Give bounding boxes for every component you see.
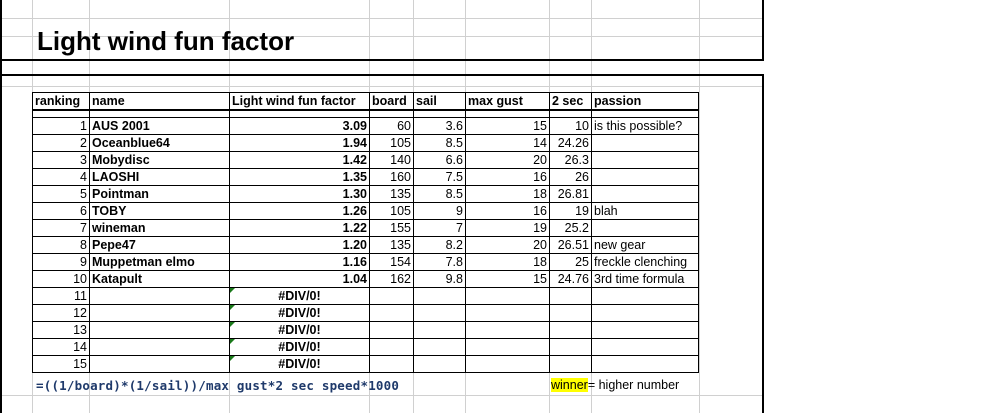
- cell-name-value: LAOSHI: [92, 170, 140, 184]
- cell-2-sec-value: 26.51: [557, 238, 589, 252]
- cell-board[interactable]: [370, 203, 414, 220]
- cell-board[interactable]: [370, 322, 414, 339]
- cell-name[interactable]: [90, 118, 230, 135]
- cell-name[interactable]: [90, 237, 230, 254]
- cell-passion-value: freckle clenching: [594, 255, 688, 269]
- cell-factor[interactable]: [230, 322, 370, 339]
- cell-factor-value: 1.22: [342, 221, 367, 235]
- cell-sail[interactable]: [414, 220, 466, 237]
- cell-sail[interactable]: [414, 186, 466, 203]
- cell-factor-value: 1.20: [342, 238, 367, 252]
- cell-ranking-value: 5: [80, 187, 87, 201]
- cell-passion[interactable]: [592, 118, 699, 135]
- cell-passion-value: new gear: [594, 238, 646, 252]
- cell-factor[interactable]: [230, 169, 370, 186]
- cell-passion[interactable]: [592, 220, 699, 237]
- cell-max-gust[interactable]: [466, 356, 550, 373]
- spacer-cell[interactable]: [370, 110, 414, 118]
- cell-sail-value: 8.5: [445, 136, 463, 150]
- cell-factor[interactable]: [230, 152, 370, 169]
- cell-board[interactable]: [370, 186, 414, 203]
- cell-factor-value: #DIV/0!: [278, 357, 321, 371]
- gridline: [699, 0, 700, 413]
- cell-sail[interactable]: [414, 203, 466, 220]
- cell-name[interactable]: [90, 254, 230, 271]
- spacer-cell[interactable]: [414, 110, 466, 118]
- cell-passion[interactable]: [592, 288, 699, 305]
- cell-passion[interactable]: [592, 356, 699, 373]
- cell-2-sec[interactable]: [550, 118, 592, 135]
- cell-2-sec[interactable]: [550, 288, 592, 305]
- cell-board[interactable]: [370, 288, 414, 305]
- cell-ranking[interactable]: [33, 169, 90, 186]
- cell-sail-value: 3.6: [445, 119, 463, 133]
- cell-max-gust[interactable]: [466, 118, 550, 135]
- cell-ranking[interactable]: [33, 186, 90, 203]
- cell-2-sec[interactable]: [550, 135, 592, 152]
- gridline: [0, 86, 764, 87]
- cell-ranking[interactable]: [33, 271, 90, 288]
- cell-sail-value: 7: [456, 221, 463, 235]
- cell-2-sec[interactable]: [550, 339, 592, 356]
- cell-board-value: 154: [390, 255, 411, 269]
- cell-max-gust[interactable]: [466, 271, 550, 288]
- cell-ranking-value: 15: [73, 357, 87, 371]
- cell-factor[interactable]: [230, 271, 370, 288]
- cell-name[interactable]: [90, 220, 230, 237]
- formula-note: =((1/board)*(1/sail))/max gust*2 sec speed*1000: [36, 378, 400, 393]
- table-row: [33, 339, 699, 356]
- spacer-cell[interactable]: [33, 110, 90, 118]
- cell-sail[interactable]: [414, 271, 466, 288]
- cell-board[interactable]: [370, 339, 414, 356]
- cell-passion-value: is this possible?: [594, 119, 683, 133]
- cell-name[interactable]: [90, 271, 230, 288]
- cell-factor[interactable]: [230, 356, 370, 373]
- spacer-cell[interactable]: [230, 110, 370, 118]
- spacer-cell[interactable]: [90, 110, 230, 118]
- cell-max-gust[interactable]: [466, 135, 550, 152]
- cell-2-sec[interactable]: [550, 356, 592, 373]
- cell-sail[interactable]: [414, 288, 466, 305]
- cell-2-sec[interactable]: [550, 203, 592, 220]
- cell-max-gust-value: 16: [533, 170, 547, 184]
- cell-ranking-value: 6: [80, 204, 87, 218]
- cell-name[interactable]: [90, 135, 230, 152]
- spacer-row: [33, 110, 699, 118]
- cell-factor[interactable]: [230, 118, 370, 135]
- header-2-sec[interactable]: 2 sec: [550, 93, 592, 111]
- cell-passion[interactable]: [592, 271, 699, 288]
- cell-ranking-value: 9: [80, 255, 87, 269]
- cell-sail[interactable]: [414, 322, 466, 339]
- frame-border-right: [762, 74, 764, 413]
- cell-name[interactable]: [90, 169, 230, 186]
- cell-max-gust[interactable]: [466, 203, 550, 220]
- cell-2-sec[interactable]: [550, 305, 592, 322]
- table-row: [33, 118, 699, 135]
- cell-factor[interactable]: [230, 254, 370, 271]
- cell-board-value: 162: [390, 272, 411, 286]
- cell-name-value: wineman: [92, 221, 146, 235]
- cell-name-value: Mobydisc: [92, 153, 150, 167]
- cell-2-sec[interactable]: [550, 220, 592, 237]
- gridline: [0, 395, 764, 396]
- cell-max-gust[interactable]: [466, 339, 550, 356]
- cell-passion[interactable]: [592, 237, 699, 254]
- table-row: [33, 288, 699, 305]
- cell-board[interactable]: [370, 135, 414, 152]
- cell-ranking-value: 13: [73, 323, 87, 337]
- cell-ranking-value: 11: [74, 289, 87, 303]
- table-row: [33, 169, 699, 186]
- table-row: [33, 322, 699, 339]
- cell-passion[interactable]: [592, 169, 699, 186]
- cell-board[interactable]: [370, 356, 414, 373]
- table-row: [33, 135, 699, 152]
- winner-highlight: winner: [551, 378, 588, 392]
- cell-name-value: Pepe47: [92, 238, 136, 252]
- cell-ranking[interactable]: [33, 288, 90, 305]
- frame-border-left: [0, 0, 2, 413]
- cell-factor-value: #DIV/0!: [278, 289, 321, 303]
- cell-sail[interactable]: [414, 356, 466, 373]
- cell-max-gust[interactable]: [466, 254, 550, 271]
- cell-2-sec-value: 26.3: [564, 153, 589, 167]
- cell-sail[interactable]: [414, 135, 466, 152]
- cell-sail-value: 9: [456, 204, 463, 218]
- error-indicator-icon: [230, 322, 235, 327]
- cell-2-sec-value: 24.26: [557, 136, 589, 150]
- cell-ranking-value: 7: [80, 221, 87, 235]
- cell-ranking[interactable]: [33, 237, 90, 254]
- cell-name[interactable]: [90, 203, 230, 220]
- cell-factor-value: 3.09: [342, 119, 367, 133]
- cell-board[interactable]: [370, 152, 414, 169]
- cell-ranking[interactable]: [33, 305, 90, 322]
- cell-2-sec-value: 25.2: [564, 221, 589, 235]
- winner-text: = higher number: [587, 378, 680, 392]
- cell-max-gust-value: 15: [533, 119, 547, 133]
- cell-passion[interactable]: [592, 339, 699, 356]
- cell-max-gust[interactable]: [466, 186, 550, 203]
- cell-passion[interactable]: [592, 305, 699, 322]
- cell-factor-value: 1.94: [342, 136, 367, 150]
- cell-max-gust[interactable]: [466, 220, 550, 237]
- header-board[interactable]: board: [370, 93, 414, 111]
- cell-board-value: 135: [390, 238, 411, 252]
- table-row: [33, 254, 699, 271]
- table-row: [33, 152, 699, 169]
- table-row: [33, 237, 699, 254]
- cell-ranking[interactable]: [33, 135, 90, 152]
- cell-sail-value: 8.5: [445, 187, 463, 201]
- cell-sail[interactable]: [414, 152, 466, 169]
- error-indicator-icon: [230, 305, 235, 310]
- cell-max-gust-value: 14: [533, 136, 547, 150]
- cell-max-gust[interactable]: [466, 288, 550, 305]
- table-topline: [0, 74, 764, 76]
- error-indicator-icon: [230, 356, 235, 361]
- cell-board[interactable]: [370, 169, 414, 186]
- cell-2-sec[interactable]: [550, 152, 592, 169]
- cell-factor-value: #DIV/0!: [278, 323, 321, 337]
- cell-board[interactable]: [370, 237, 414, 254]
- cell-passion[interactable]: [592, 135, 699, 152]
- frame-border-right-top: [762, 0, 764, 60]
- cell-2-sec-value: 25: [575, 255, 589, 269]
- cell-max-gust-value: 20: [533, 238, 547, 252]
- cell-name[interactable]: [90, 322, 230, 339]
- cell-ranking-value: 10: [73, 272, 87, 286]
- cell-ranking[interactable]: [33, 339, 90, 356]
- cell-sail-value: 6.6: [445, 153, 463, 167]
- cell-2-sec[interactable]: [550, 271, 592, 288]
- cell-factor[interactable]: [230, 203, 370, 220]
- cell-sail-value: 9.8: [445, 272, 463, 286]
- cell-max-gust-value: 15: [533, 272, 547, 286]
- cell-board[interactable]: [370, 220, 414, 237]
- cell-2-sec[interactable]: [550, 169, 592, 186]
- cell-passion[interactable]: [592, 152, 699, 169]
- cell-sail[interactable]: [414, 339, 466, 356]
- cell-board-value: 135: [390, 187, 411, 201]
- table-row: [33, 220, 699, 237]
- cell-2-sec[interactable]: [550, 254, 592, 271]
- cell-sail[interactable]: [414, 305, 466, 322]
- cell-sail[interactable]: [414, 237, 466, 254]
- cell-max-gust[interactable]: [466, 169, 550, 186]
- cell-ranking[interactable]: [33, 254, 90, 271]
- spacer-cell[interactable]: [466, 110, 550, 118]
- cell-sail-value: 7.8: [445, 255, 463, 269]
- cell-ranking-value: 14: [73, 340, 87, 354]
- header-factor[interactable]: Light wind fun factor: [230, 93, 370, 111]
- cell-2-sec-value: 26: [575, 170, 589, 184]
- cell-2-sec[interactable]: [550, 322, 592, 339]
- cell-sail[interactable]: [414, 118, 466, 135]
- cell-name-value: Oceanblue64: [92, 136, 170, 150]
- cell-board-value: 140: [390, 153, 411, 167]
- gridline: [0, 18, 764, 19]
- cell-factor-value: 1.26: [342, 204, 367, 218]
- cell-name-value: Katapult: [92, 272, 142, 286]
- cell-passion[interactable]: [592, 203, 699, 220]
- cell-board-value: 160: [390, 170, 411, 184]
- cell-sail-value: 8.2: [445, 238, 463, 252]
- cell-sail[interactable]: [414, 169, 466, 186]
- cell-ranking[interactable]: [33, 356, 90, 373]
- cell-2-sec-value: 10: [575, 119, 589, 133]
- cell-name[interactable]: [90, 288, 230, 305]
- results-table: [32, 92, 699, 373]
- cell-factor-value: 1.16: [342, 255, 367, 269]
- cell-max-gust-value: 19: [533, 221, 547, 235]
- cell-ranking-value: 2: [80, 136, 87, 150]
- sheet-title: Light wind fun factor: [37, 26, 295, 56]
- cell-name[interactable]: [90, 339, 230, 356]
- cell-factor[interactable]: [230, 305, 370, 322]
- cell-ranking[interactable]: [33, 203, 90, 220]
- table-row: [33, 203, 699, 220]
- cell-max-gust[interactable]: [466, 237, 550, 254]
- cell-name-value: Pointman: [92, 187, 149, 201]
- cell-board[interactable]: [370, 271, 414, 288]
- cell-name[interactable]: [90, 152, 230, 169]
- cell-ranking-value: 4: [80, 170, 87, 184]
- cell-name[interactable]: [90, 305, 230, 322]
- cell-board-value: 105: [390, 136, 411, 150]
- cell-board-value: 155: [390, 221, 411, 235]
- cell-2-sec[interactable]: [550, 186, 592, 203]
- table-row: [33, 356, 699, 373]
- header-max-gust[interactable]: max gust: [466, 93, 550, 111]
- header-sail[interactable]: sail: [414, 93, 466, 111]
- cell-passion[interactable]: [592, 322, 699, 339]
- cell-board-value: 60: [397, 119, 411, 133]
- cell-ranking-value: 8: [80, 238, 87, 252]
- cell-board-value: 105: [390, 204, 411, 218]
- spacer-cell[interactable]: [550, 110, 592, 118]
- cell-name-value: TOBY: [92, 204, 127, 218]
- cell-ranking[interactable]: [33, 322, 90, 339]
- cell-factor[interactable]: [230, 186, 370, 203]
- header-ranking[interactable]: ranking: [33, 93, 90, 111]
- cell-passion-value: blah: [594, 204, 618, 218]
- cell-factor[interactable]: [230, 339, 370, 356]
- spacer-cell[interactable]: [592, 110, 699, 118]
- cell-factor[interactable]: [230, 220, 370, 237]
- cell-factor-value: 1.42: [342, 153, 367, 167]
- cell-max-gust[interactable]: [466, 152, 550, 169]
- cell-max-gust[interactable]: [466, 322, 550, 339]
- header-name[interactable]: name: [90, 93, 230, 111]
- cell-name[interactable]: [90, 186, 230, 203]
- cell-sail-value: 7.5: [445, 170, 463, 184]
- cell-ranking-value: 12: [73, 306, 87, 320]
- cell-name-value: AUS 2001: [92, 119, 150, 133]
- error-indicator-icon: [230, 339, 235, 344]
- cell-name[interactable]: [90, 356, 230, 373]
- cell-2-sec[interactable]: [550, 237, 592, 254]
- cell-2-sec-value: 26.81: [557, 187, 589, 201]
- cell-ranking[interactable]: [33, 118, 90, 135]
- header-row: [33, 93, 699, 111]
- cell-factor-value: 1.04: [342, 272, 367, 286]
- cell-factor-value: #DIV/0!: [278, 340, 321, 354]
- cell-factor[interactable]: [230, 288, 370, 305]
- cell-max-gust-value: 20: [533, 153, 547, 167]
- error-indicator-icon: [230, 288, 235, 293]
- cell-max-gust-value: 18: [533, 255, 547, 269]
- cell-max-gust-value: 18: [533, 187, 547, 201]
- cell-passion[interactable]: [592, 186, 699, 203]
- cell-ranking[interactable]: [33, 152, 90, 169]
- table-row: [33, 186, 699, 203]
- cell-max-gust-value: 16: [533, 204, 547, 218]
- table-row: [33, 305, 699, 322]
- cell-passion-value: 3rd time formula: [594, 272, 685, 286]
- winner-note: [551, 378, 679, 392]
- cell-ranking-value: 1: [80, 119, 87, 133]
- cell-factor[interactable]: [230, 237, 370, 254]
- table-row: [33, 271, 699, 288]
- title-underline: [0, 59, 764, 61]
- cell-ranking-value: 3: [80, 153, 87, 167]
- cell-factor-value: #DIV/0!: [278, 306, 321, 320]
- cell-board[interactable]: [370, 305, 414, 322]
- cell-name-value: Muppetman elmo: [92, 255, 195, 269]
- cell-factor[interactable]: [230, 135, 370, 152]
- cell-board[interactable]: [370, 254, 414, 271]
- cell-factor-value: 1.35: [342, 170, 367, 184]
- cell-ranking[interactable]: [33, 220, 90, 237]
- cell-2-sec-value: 24.76: [557, 272, 589, 286]
- cell-sail[interactable]: [414, 254, 466, 271]
- cell-max-gust[interactable]: [466, 305, 550, 322]
- cell-passion[interactable]: [592, 254, 699, 271]
- header-passion[interactable]: passion: [592, 93, 699, 111]
- cell-factor-value: 1.30: [342, 187, 367, 201]
- cell-2-sec-value: 19: [575, 204, 589, 218]
- cell-board[interactable]: [370, 118, 414, 135]
